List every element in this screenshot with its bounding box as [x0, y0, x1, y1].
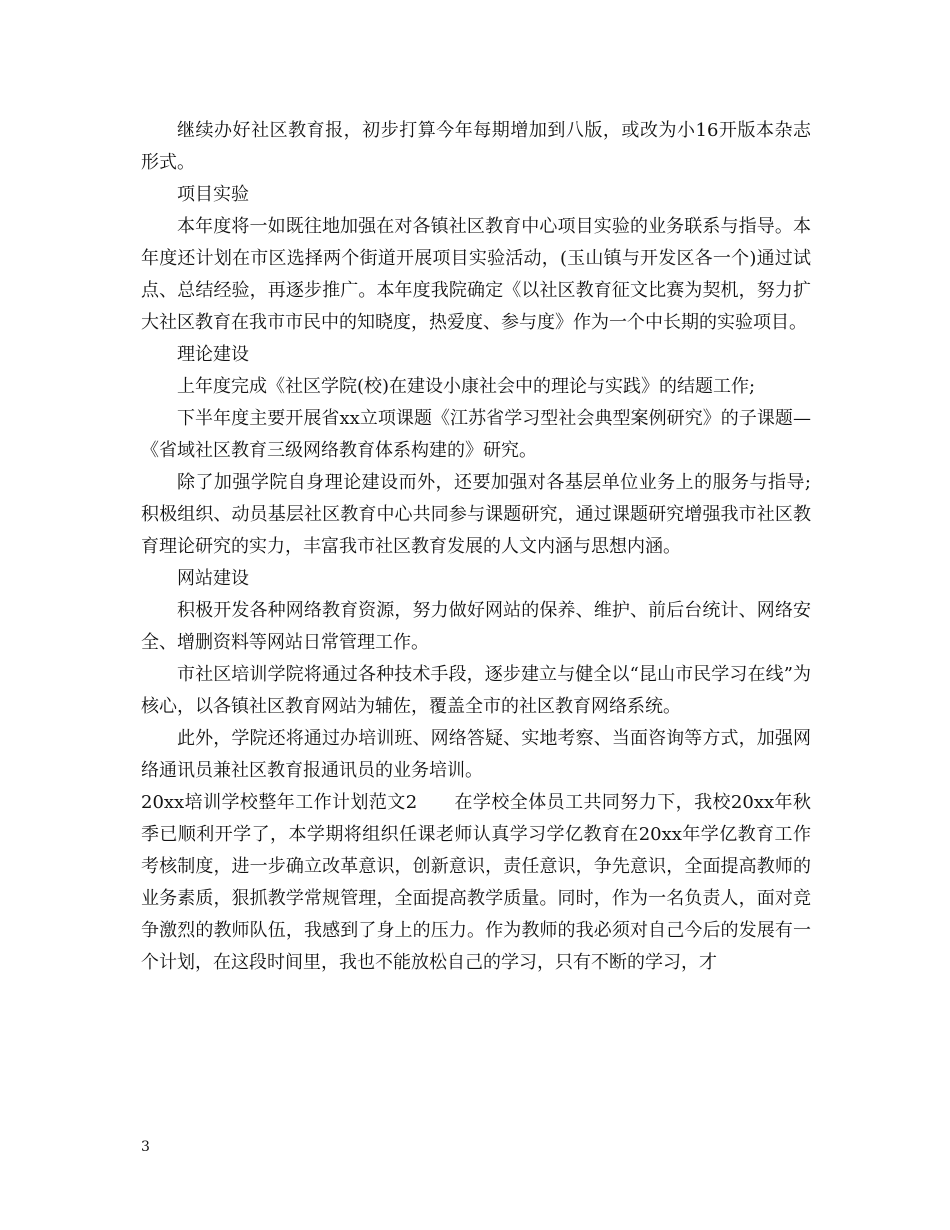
document-body [141, 115, 811, 979]
paragraph-plan-sample-2: 20xx培训学校整年工作计划范文2 在学校全体员工共同努力下，我校20xx年秋季已顺利开学了，本学期将组织任课老师认真学习学亿教育在20xx年学亿教育工作考核制度，进一步确立改革意识，创新意识，责任意识，争先意识，全面提高教师的业务素质，狠抓教学常规管理，全面提高教学质量。同时，作为一名负责人，面对竞争激烈的教师队伍，我感到了身上的压力。作为教师的我必须对自己今后的发展有一个计划，在这段时间里，我也不能放松自己的学习，只有不断的学习，才 [141, 792, 811, 973]
paragraph-website-resources: 积极开发各种网络教育资源，努力做好网站的保养、维护、前后台统计、网络安全、增删资料等网站日常管理工作。 [141, 600, 811, 653]
paragraph-project-experiment: 本年度将一如既往地加强在对各镇社区教育中心项目实验的业务联系与指导。本年度还计划在市区选择两个街道开展项目实验活动，(玉山镇与开发区各一个)通过试点、总结经验，再逐步推广。本年度我院确定《以社区教育征文比赛为契机，努力扩大社区教育在我市市民中的知晓度，热爱度、参与度》作为一个中长期的实验项目。 [141, 216, 811, 333]
paragraph-theory-guidance: 除了加强学院自身理论建设而外，还要加强对各基层单位业务上的服务与指导;积极组织、动员基层社区教育中心共同参与课题研究，通过课题研究增强我市社区教育理论研究的实力，丰富我市社区教育发展的人文内涵与思想内涵。 [141, 472, 811, 557]
page-number: 3 [141, 1139, 150, 1155]
paragraph-theory-second-half: 下半年度主要开展省xx立项课题《江苏省学习型社会典型案例研究》的子课题—《省域社区教育三级网络教育体系构建的》研究。 [141, 408, 811, 461]
section-heading-project-experiment: 项目实验 [177, 184, 249, 205]
paragraph-newspaper-plan: 继续办好社区教育报，初步打算今年每期增加到八版，或改为小16开版本杂志形式。 [141, 120, 811, 173]
paragraph-website-network-system: 市社区培训学院将通过各种技术手段，逐步建立与健全以“昆山市民学习在线”为核心，以各镇社区教育网站为辅佐，覆盖全市的社区教育网络系统。 [141, 664, 811, 717]
section-heading-website-building: 网站建设 [177, 568, 249, 589]
section-heading-theory-building: 理论建设 [177, 344, 249, 365]
paragraph-website-training: 此外，学院还将通过办培训班、网络答疑、实地考察、当面咨询等方式，加强网络通讯员兼社区教育报通讯员的业务培训。 [141, 728, 811, 781]
paragraph-theory-last-year: 上年度完成《社区学院(校)在建设小康社会中的理论与实践》的结题工作; [177, 376, 756, 397]
